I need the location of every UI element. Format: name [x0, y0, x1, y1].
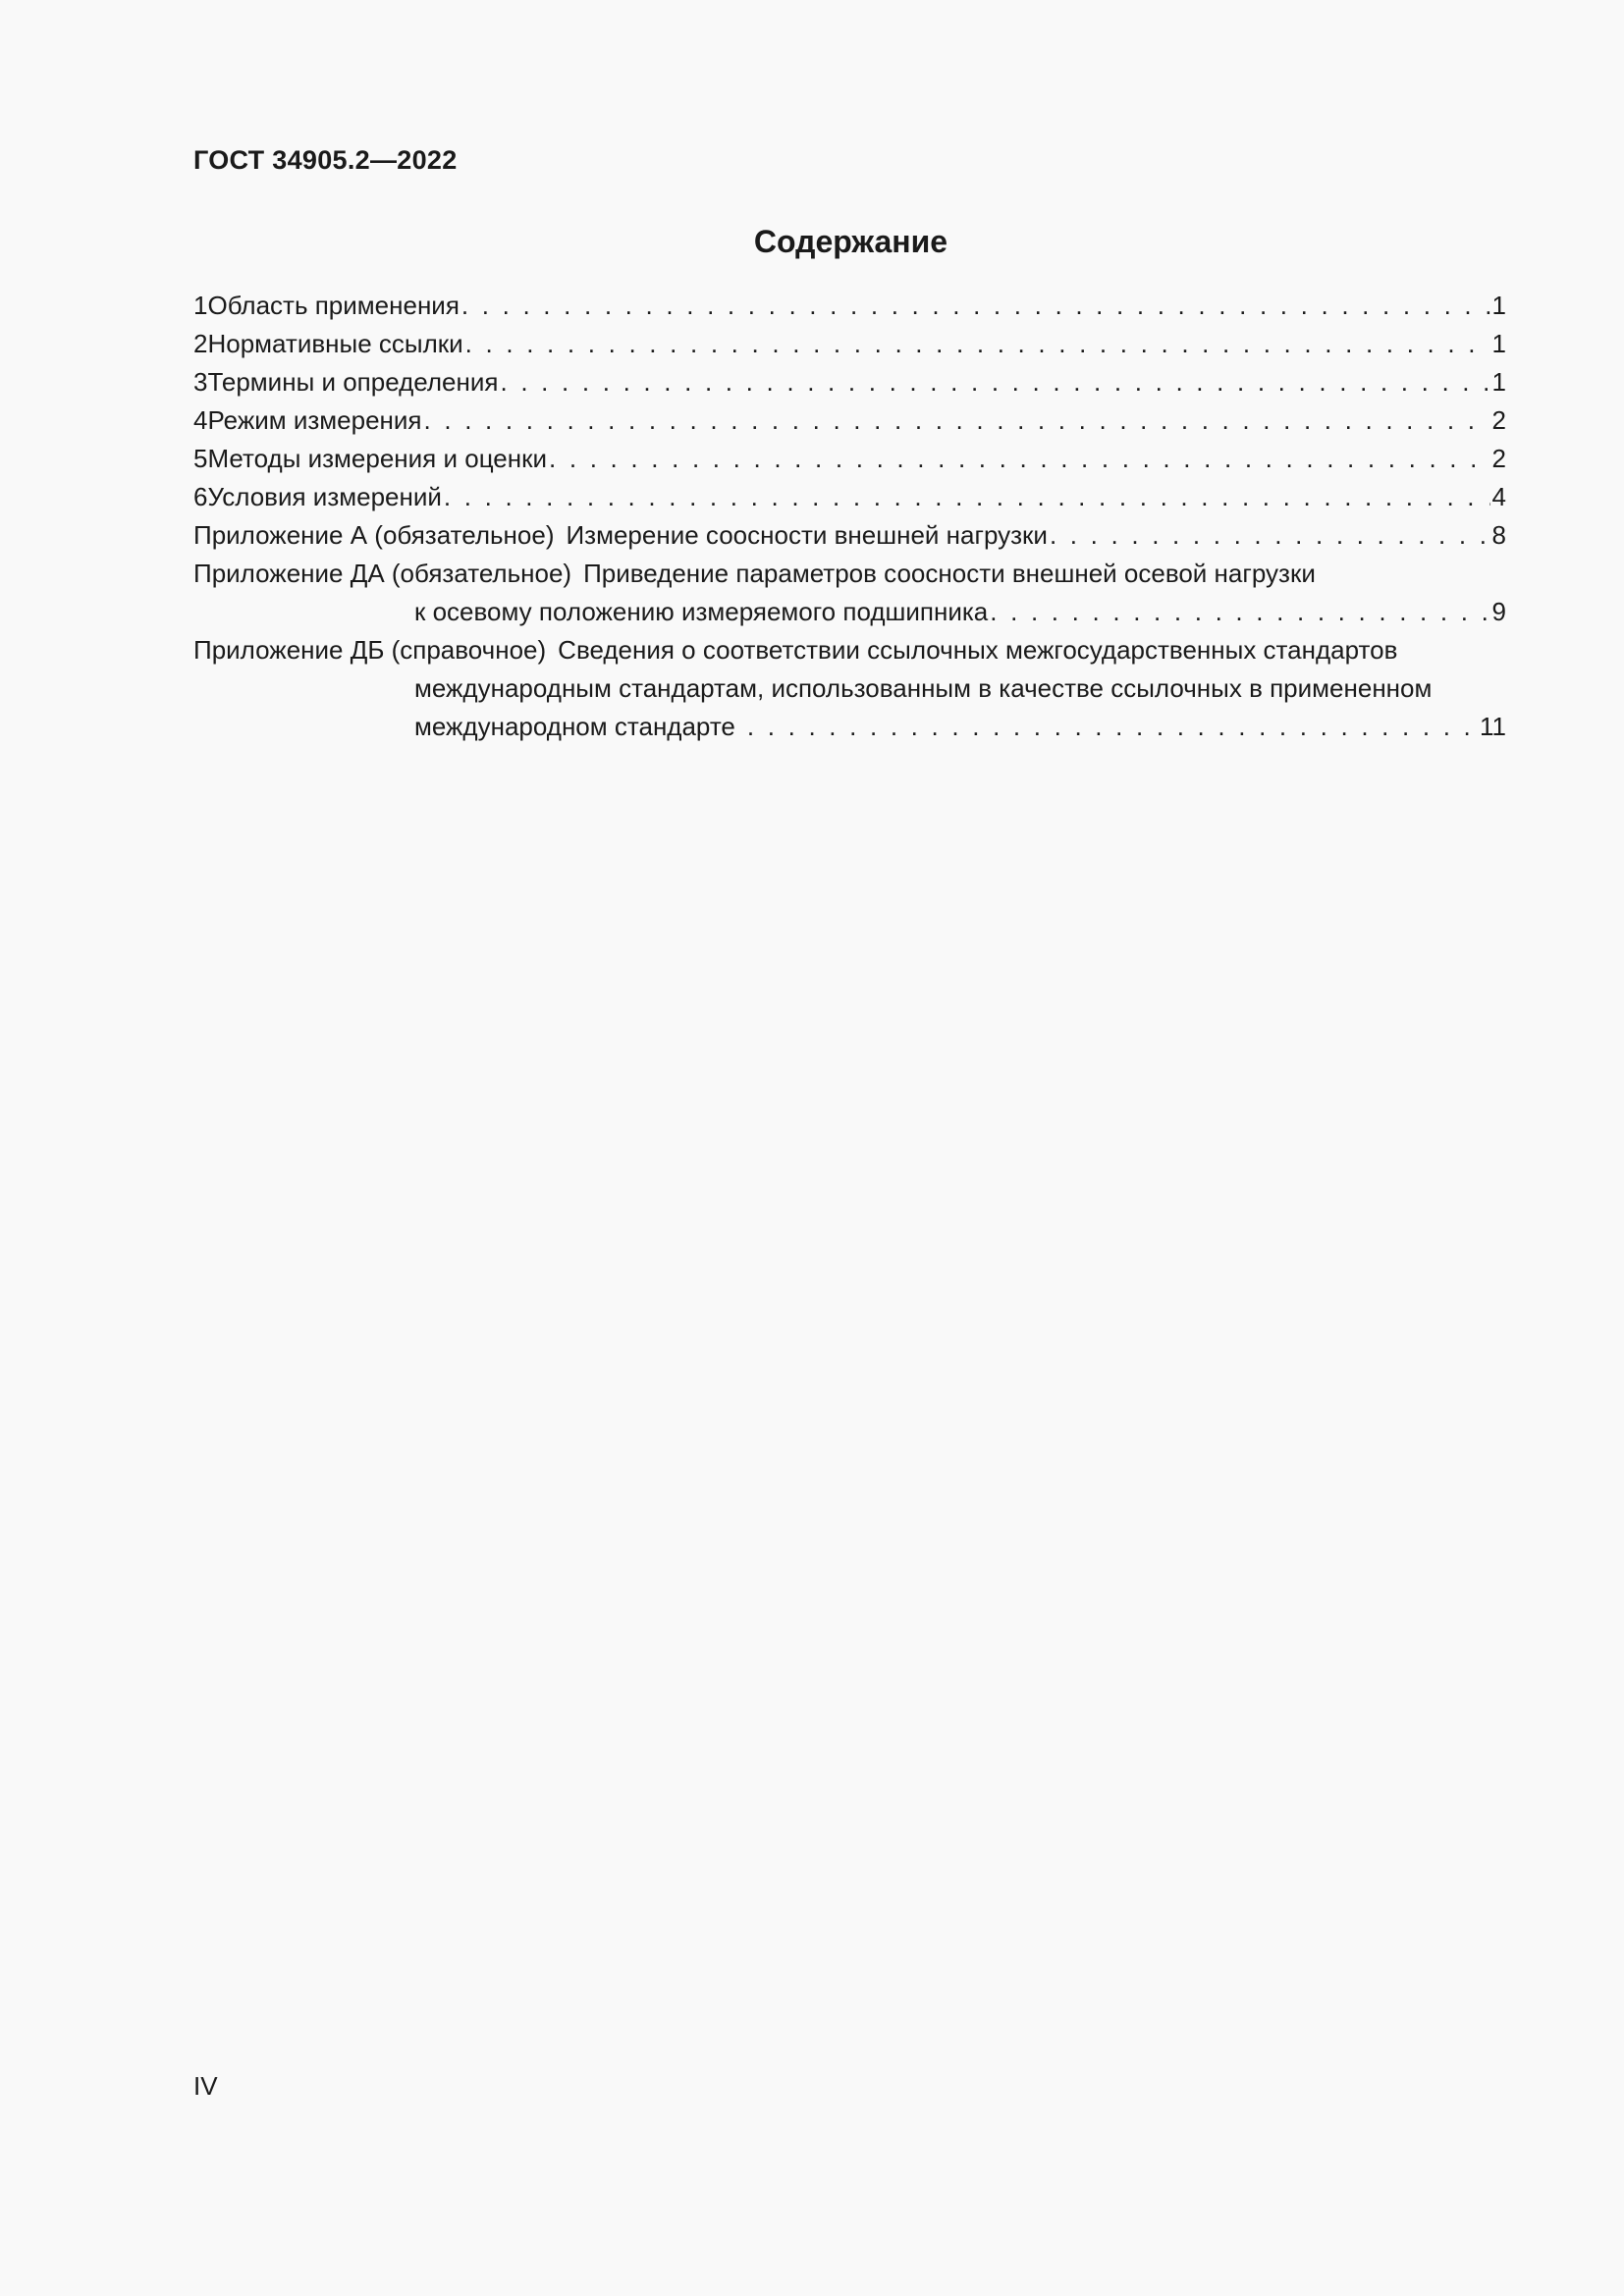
appendix-title: Измерение соосности внешней нагрузки: [566, 520, 1048, 550]
appendix-prefix: Приложение ДБ (справочное): [193, 635, 547, 665]
appendix-prefix: Приложение ДА (обязательное): [193, 559, 572, 588]
dot-leader: [500, 363, 1489, 401]
dot-leader: [465, 325, 1490, 363]
appendix-prefix: Приложение А (обязательное): [193, 520, 555, 550]
section-number: 4: [193, 405, 208, 435]
section-number: 3: [193, 367, 208, 397]
document-code: ГОСТ 34905.2—2022: [193, 145, 458, 175]
appendix-title-line-2: международным стандартам, использованным в качестве ссылочных в примененном: [414, 673, 1433, 703]
toc-entry-appendix-db-continuation-1[interactable]: [193, 669, 1506, 708]
toc-entry-section-1[interactable]: [193, 287, 1506, 325]
dot-leader: [747, 708, 1478, 746]
page-number: 1: [1491, 291, 1506, 320]
toc-entry-section-4[interactable]: [193, 401, 1506, 440]
section-title: Методы измерения и оценки: [207, 444, 548, 473]
toc-entry-section-2[interactable]: [193, 325, 1506, 363]
section-number: 5: [193, 444, 208, 473]
dot-leader: [990, 593, 1489, 631]
page-number: 1: [1491, 367, 1506, 397]
toc-entry-appendix-a[interactable]: [193, 516, 1506, 555]
appendix-title-line-2: к осевому положению измеряемого подшипника: [414, 597, 989, 626]
section-title: Условия измерений: [207, 482, 442, 511]
appendix-title-line-3: международном стандарте: [414, 712, 735, 741]
page-number: 2: [1491, 405, 1506, 435]
toc-entry-appendix-da-continuation[interactable]: [193, 593, 1506, 631]
table-of-contents: [193, 287, 1506, 746]
section-title: Область применения: [207, 291, 460, 320]
page-number: 1: [1491, 329, 1506, 358]
appendix-title-line-1: Сведения о соответствии ссылочных межгосударственных стандартов: [558, 635, 1398, 665]
section-number: 6: [193, 482, 208, 511]
page-number: 4: [1491, 482, 1506, 511]
page-number: 2: [1491, 444, 1506, 473]
dot-leader: [424, 401, 1490, 440]
appendix-title-line-1: Приведение параметров соосности внешней осевой нагрузки: [583, 559, 1316, 588]
section-number: 2: [193, 329, 208, 358]
section-title: Термины и определения: [207, 367, 499, 397]
dot-leader: [549, 440, 1490, 478]
toc-entry-section-6[interactable]: [193, 478, 1506, 516]
toc-entry-appendix-db[interactable]: [193, 631, 1506, 669]
toc-entry-appendix-da[interactable]: [193, 555, 1506, 593]
dot-leader: [444, 478, 1490, 516]
toc-title: Содержание: [753, 224, 948, 259]
dot-leader: [1050, 516, 1490, 555]
page-number: 9: [1491, 597, 1506, 626]
section-title: Режим измерения: [207, 405, 422, 435]
toc-entry-appendix-db-continuation-2[interactable]: [193, 708, 1506, 746]
section-number: 1: [193, 291, 208, 320]
footer-page-number: IV: [193, 2071, 218, 2101]
toc-entry-section-3[interactable]: [193, 363, 1506, 401]
toc-entry-section-5[interactable]: [193, 440, 1506, 478]
section-title: Нормативные ссылки: [207, 329, 463, 358]
page-number: 8: [1491, 520, 1506, 550]
page-number: 11: [1480, 712, 1506, 741]
dot-leader: [461, 287, 1490, 325]
